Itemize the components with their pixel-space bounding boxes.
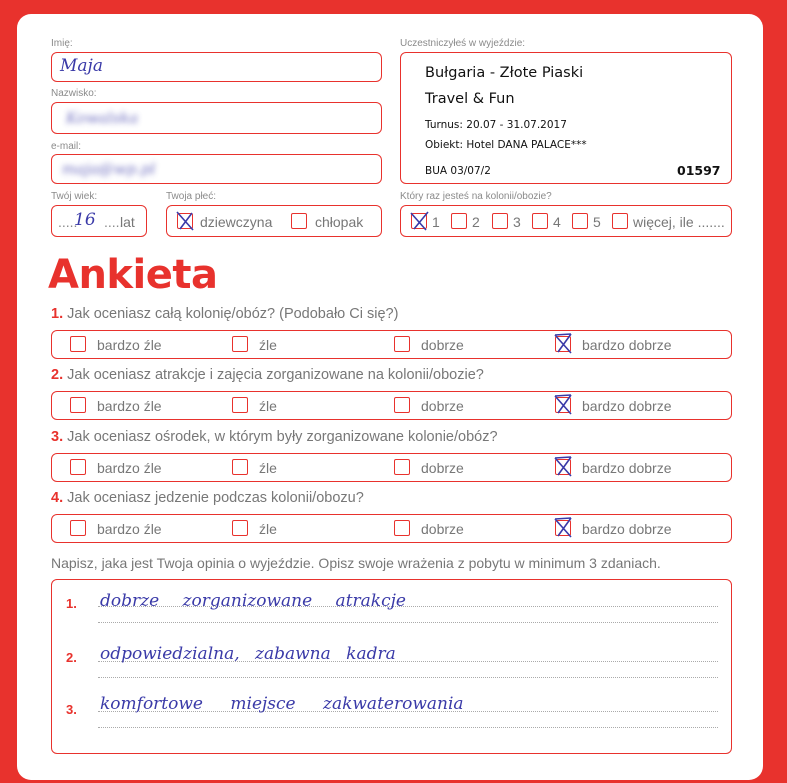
question-3-option-good: dobrze	[421, 460, 464, 476]
surname-value: Kowalska	[66, 109, 139, 127]
email-value: maja@wp.pl	[62, 160, 156, 178]
question-4-number: 4.	[51, 490, 64, 506]
times-option-2: 2	[472, 214, 480, 230]
surname-label: Nazwisko:	[51, 88, 97, 99]
times-label: Który raz jesteś na kolonii/obozie?	[400, 191, 552, 202]
age-dots: .....	[58, 214, 78, 230]
gender-field	[166, 205, 382, 237]
opinion-prompt: Napisz, jaka jest Twoja opinia o wyjeździe. Opisz swoje wrażenia z pobytu w minimum 3 zdaniach.	[51, 555, 661, 571]
question-4-options	[51, 514, 732, 543]
survey-title: Ankieta	[48, 252, 218, 298]
question-1-number: 1.	[51, 306, 64, 322]
question-3-number: 3.	[51, 429, 64, 445]
question-4-label: Jak oceniasz jedzenie podczas kolonii/obozu?	[67, 490, 364, 506]
times-option-more: więcej, ile .......	[633, 214, 725, 230]
age-field[interactable]	[51, 205, 147, 237]
question-4-option-good: dobrze	[421, 521, 464, 537]
question-2-label: Jak oceniasz atrakcje i zajęcia zorganizowane na kolonii/obozie?	[67, 367, 484, 383]
question-1-option-very-bad: bardzo źle	[97, 337, 162, 353]
surname-field[interactable]	[51, 102, 382, 134]
times-checkbox-5[interactable]	[572, 213, 588, 229]
opinion-number-3: 3.	[66, 702, 77, 717]
question-4-checkbox-very-good[interactable]	[555, 520, 571, 536]
times-checkbox-more[interactable]	[612, 213, 628, 229]
gender-option-boy: chłopak	[315, 214, 364, 230]
trip-turnus: Turnus: 20.07 - 31.07.2017	[425, 119, 567, 131]
question-4-option-very-bad: bardzo źle	[97, 521, 162, 537]
question-2-checkbox-good[interactable]	[394, 397, 410, 413]
opinion-line-1b	[98, 622, 718, 623]
name-value: Maja	[60, 56, 103, 76]
question-1-label: Jak oceniasz całą kolonię/obóz? (Podobało Ci się?)	[67, 306, 399, 322]
times-option-5: 5	[593, 214, 601, 230]
question-2-option-bad: źle	[259, 398, 277, 414]
question-3-checkbox-bad[interactable]	[232, 459, 248, 475]
opinion-line-3b	[98, 727, 718, 728]
trip-code: BUA 03/07/2	[425, 165, 491, 177]
times-option-1: 1	[432, 214, 440, 230]
trip-box	[400, 52, 732, 184]
question-2-option-very-good: bardzo dobrze	[582, 398, 672, 414]
question-4-checkbox-good[interactable]	[394, 520, 410, 536]
question-2-option-good: dobrze	[421, 398, 464, 414]
question-3-checkbox-very-good[interactable]	[555, 459, 571, 475]
question-4-text	[51, 490, 364, 506]
times-option-3: 3	[513, 214, 521, 230]
gender-checkbox-girl[interactable]	[177, 213, 193, 229]
question-4-checkbox-very-bad[interactable]	[70, 520, 86, 536]
question-1-option-very-good: bardzo dobrze	[582, 337, 672, 353]
times-field	[400, 205, 732, 237]
question-1-checkbox-bad[interactable]	[232, 336, 248, 352]
question-3-option-bad: źle	[259, 460, 277, 476]
question-2-number: 2.	[51, 367, 64, 383]
times-checkbox-1[interactable]	[411, 213, 427, 229]
question-3-options	[51, 453, 732, 482]
question-2-checkbox-very-good[interactable]	[555, 397, 571, 413]
times-checkbox-3[interactable]	[492, 213, 508, 229]
question-2-checkbox-very-bad[interactable]	[70, 397, 86, 413]
question-3-checkbox-good[interactable]	[394, 459, 410, 475]
question-3-label: Jak oceniasz ośrodek, w którym były zorganizowane kolonie/obóz?	[67, 429, 498, 445]
question-1-options	[51, 330, 732, 359]
check-mark-icon	[552, 394, 574, 416]
trip-destination: Bułgaria - Złote Piaski	[425, 65, 584, 81]
question-1-option-bad: źle	[259, 337, 277, 353]
question-1-checkbox-good[interactable]	[394, 336, 410, 352]
opinion-number-2: 2.	[66, 650, 77, 665]
email-field[interactable]	[51, 154, 382, 184]
opinion-box[interactable]	[51, 579, 732, 754]
name-field[interactable]	[51, 52, 382, 82]
check-mark-icon	[174, 210, 196, 232]
question-2-text	[51, 367, 484, 383]
age-label: Twój wiek:	[51, 191, 98, 202]
check-mark-icon	[408, 210, 430, 232]
gender-option-girl: dziewczyna	[200, 214, 273, 230]
question-2-checkbox-bad[interactable]	[232, 397, 248, 413]
check-mark-icon	[552, 333, 574, 355]
trip-program: Travel & Fun	[425, 91, 515, 107]
opinion-number-1: 1.	[66, 596, 77, 611]
age-unit: lat	[120, 214, 135, 230]
gender-label: Twoja płeć:	[166, 191, 217, 202]
gender-checkbox-boy[interactable]	[291, 213, 307, 229]
opinion-line-2b	[98, 677, 718, 678]
question-3-checkbox-very-bad[interactable]	[70, 459, 86, 475]
trip-number: 01597	[677, 163, 721, 178]
trip-object: Obiekt: Hotel DANA PALACE***	[425, 139, 587, 151]
age-dots-2: .....	[104, 214, 124, 230]
times-checkbox-2[interactable]	[451, 213, 467, 229]
question-4-checkbox-bad[interactable]	[232, 520, 248, 536]
question-1-text	[51, 306, 398, 322]
question-4-option-bad: źle	[259, 521, 277, 537]
question-2-option-very-bad: bardzo źle	[97, 398, 162, 414]
name-label: Imię:	[51, 38, 73, 49]
trip-label: Uczestniczyłeś w wyjeździe:	[400, 38, 526, 49]
question-3-option-very-good: bardzo dobrze	[582, 460, 672, 476]
question-4-option-very-good: bardzo dobrze	[582, 521, 672, 537]
age-value: 16	[74, 210, 96, 230]
check-mark-icon	[552, 456, 574, 478]
question-1-checkbox-very-bad[interactable]	[70, 336, 86, 352]
survey-sheet	[17, 14, 763, 780]
opinion-text-1: dobrze zorganizowane atrakcje	[100, 591, 406, 611]
times-option-4: 4	[553, 214, 561, 230]
question-3-option-very-bad: bardzo źle	[97, 460, 162, 476]
question-2-options	[51, 391, 732, 420]
check-mark-icon	[552, 517, 574, 539]
question-1-checkbox-very-good[interactable]	[555, 336, 571, 352]
email-label: e-mail:	[51, 141, 82, 152]
opinion-text-3: komfortowe miejsce zakwaterowania	[100, 694, 464, 714]
question-3-text	[51, 429, 498, 445]
opinion-text-2: odpowiedzialna, zabawna kadra	[100, 644, 396, 664]
question-1-option-good: dobrze	[421, 337, 464, 353]
times-checkbox-4[interactable]	[532, 213, 548, 229]
